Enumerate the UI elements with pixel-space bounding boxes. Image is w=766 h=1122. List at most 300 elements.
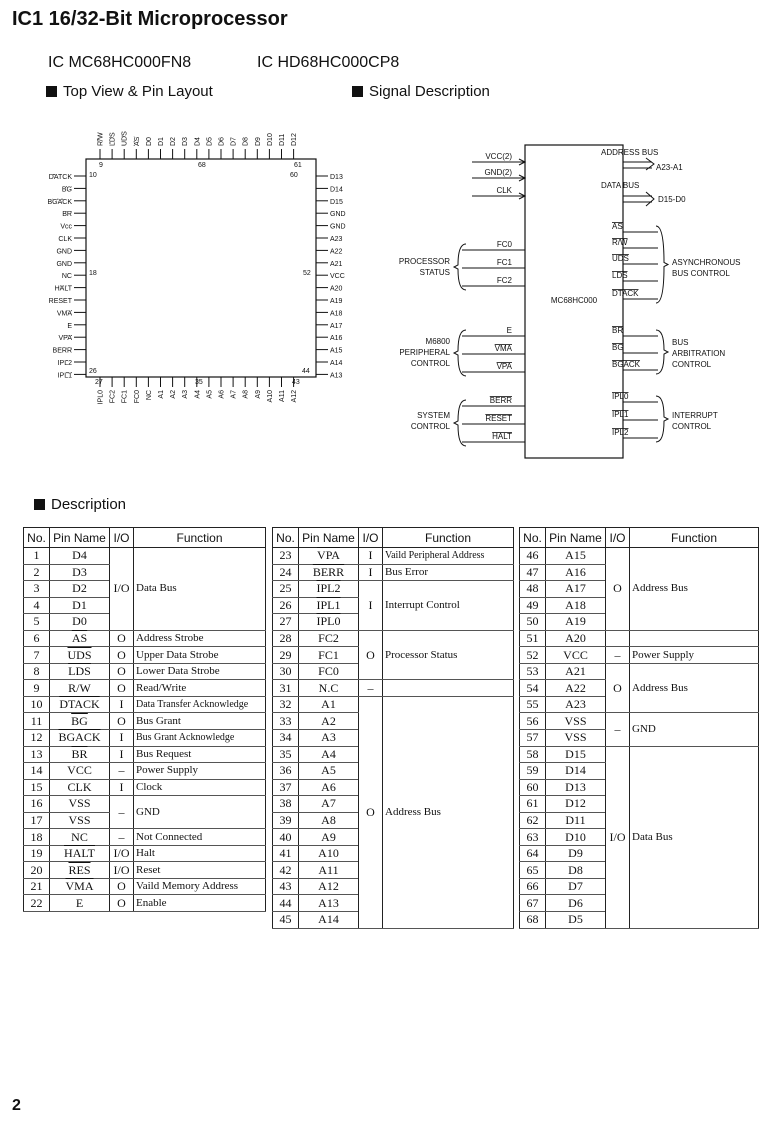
pin-io: I [359,548,383,565]
pin-number: 18 [24,829,50,846]
pin-io: O [359,630,383,680]
bottom-pin-label: A2 [170,390,178,399]
right-pin-label: D14 [330,186,343,194]
pin-number: 28 [273,630,299,647]
pin-number: 20 [24,862,50,879]
signal-pin-label: FC1 [496,258,512,267]
table-row [24,548,266,565]
pin-function: Data Bus [630,746,759,928]
table-row [24,862,266,879]
pin-number: 30 [273,663,299,680]
column-header: No. [520,528,546,548]
pin-io: I [359,581,383,631]
signal-pin-label: HALT [492,432,512,441]
left-pin-label: VMA [56,310,72,318]
pin-io: I [110,696,134,713]
pin-io: – [110,796,134,829]
top-pin-label: D8 [242,137,250,146]
table-row [24,763,266,780]
pin-number: 65 [520,862,546,879]
data-range-label: D15-D0 [658,195,686,204]
square-bullet-icon [352,86,363,97]
top-pin-label: D7 [230,137,238,146]
pin-io: O [110,878,134,895]
pin-number: 5 [24,614,50,631]
pin-io: I/O [110,845,134,862]
pin-io: – [606,713,630,746]
pin-number: 29 [273,647,299,664]
top-pin-label: D0 [145,137,153,146]
input-label: CLK [496,186,512,195]
right-pin-label: VCC [330,273,345,281]
pin-name: BGACK [50,730,110,747]
pin-name: $\overline{AS}$ [50,630,110,647]
pin-number: 21 [24,878,50,895]
signal-pin-label: E [506,326,512,335]
pin-number: 15 [24,779,50,796]
pin-io: I/O [606,746,630,928]
pin-number-marker: 9 [99,162,103,169]
section-signal-label: Signal Description [369,83,490,100]
pin-number: 24 [273,564,299,581]
section-signal [352,83,490,100]
table-row [273,581,514,598]
pin-name: A10 [299,845,359,862]
pin-number: 61 [520,796,546,813]
pin-name: $\overline{VPA}$ [299,548,359,565]
signal-pin-label: BR [612,326,624,335]
pin-number-marker: 43 [292,379,300,386]
pin-number-marker: 52 [303,270,311,277]
table-row [24,730,266,747]
pin-name: $\overline{UDS}$ [50,647,110,664]
section-top-view-label: Top View & Pin Layout [63,83,213,100]
pin-name: R/W [50,680,110,697]
pin-number: 23 [273,548,299,565]
pin-name: A11 [299,862,359,879]
signal-pin-label: RESET [485,414,512,423]
top-pin-label: D6 [218,137,226,146]
column-header: No. [273,528,299,548]
bottom-pin-label: A5 [206,390,214,399]
table-row [24,779,266,796]
pin-function: Lower Data Strobe [134,663,266,680]
pin-number: 68 [520,912,546,929]
bottom-pin-label: A4 [194,390,202,399]
signal-pin-label: IPL1 [612,410,629,419]
group-label: PERIPHERAL [399,348,450,357]
right-pin-label: A15 [330,347,343,355]
pin-name: $\overline{LDS}$ [50,663,110,680]
pin-name: D14 [546,763,606,780]
pin-name: A21 [546,663,606,680]
pin-name: A18 [546,597,606,614]
pin-number: 8 [24,663,50,680]
right-pin-label: A13 [330,372,343,380]
pin-function: Data Bus [134,548,266,631]
pin-number: 56 [520,713,546,730]
pin-io: O [110,647,134,664]
left-pin-label: Vcc [60,223,72,231]
table-row [24,895,266,912]
top-pin-label: UDS [121,131,129,146]
pin-io: I/O [110,862,134,879]
pin-name: VSS [546,730,606,747]
pin-name: $\overline{RES}$ [50,862,110,879]
pin-name: A23 [546,696,606,713]
pin-number: 32 [273,696,299,713]
ic-name-2: IC HD68HC000CP8 [257,54,400,71]
bottom-pin-label: A11 [279,390,286,402]
right-pin-label: A18 [330,310,343,318]
pin-number-marker: 68 [198,162,206,169]
pin-name: VCC [50,763,110,780]
pin-table-1 [23,527,266,912]
brace-icon [454,244,466,290]
pin-number: 12 [24,730,50,747]
pin-number: 49 [520,597,546,614]
page-number: 2 [12,1097,21,1114]
pin-number: 27 [273,614,299,631]
left-pin-label: E [67,322,72,330]
brace-icon [454,330,466,376]
pin-name: N.C [299,680,359,697]
pin-number: 46 [520,548,546,565]
pin-name: A8 [299,812,359,829]
pin-name: A15 [546,548,606,565]
column-header: Pin Name [50,528,110,548]
left-pin-label: GND [56,260,72,268]
section-top-view [46,83,213,100]
pin-number: 51 [520,630,546,647]
address-range-label: A23-A1 [656,163,683,172]
pin-name: VSS [50,796,110,813]
pin-number: 2 [24,564,50,581]
left-pin-label: BG [61,186,72,194]
top-pin-label: AS [133,136,141,146]
pin-function: Power Supply [630,647,759,664]
pin-name: IPL2 [299,581,359,598]
pin-io: I [110,779,134,796]
signal-pin-label: IPL0 [612,392,629,401]
pin-number-marker: 10 [89,172,97,179]
column-header: Function [383,528,514,548]
pin-io: O [359,696,383,928]
left-pin-label: BERR [52,347,72,355]
signal-pin-label: BG [612,343,624,352]
bottom-pin-label: A8 [242,390,250,399]
pin-table-2 [272,527,514,929]
right-pin-label: GND [330,223,346,231]
pin-function: Vaild Memory Address [134,878,266,895]
top-pin-label: D12 [291,133,299,146]
section-description [34,496,126,513]
table-row [520,647,759,664]
signal-pin-label: R/W [612,238,628,247]
pin-number: 52 [520,647,546,664]
pin-number: 4 [24,597,50,614]
pin-function: Bus Error [383,564,514,581]
table-row [520,746,759,763]
pin-number: 39 [273,812,299,829]
group-label: CONTROL [410,422,450,431]
pin-io: O [110,663,134,680]
pin-number: 1 [24,548,50,565]
pin-function: Upper Data Strobe [134,647,266,664]
section-description-label: Description [51,496,127,513]
group-label: M6800 [425,337,450,346]
bottom-pin-label: A3 [182,390,190,399]
group-label: SYSTEM [417,411,450,420]
input-label: VCC(2) [485,152,512,161]
bottom-pin-label: A12 [291,390,299,403]
right-pin-label: A19 [330,298,343,305]
pin-number: 54 [520,680,546,697]
square-bullet-icon [46,86,57,97]
signal-pin-label: FC0 [496,240,512,249]
group-label: STATUS [419,268,450,277]
left-pin-label: NC [61,273,72,281]
pin-name: $\overline{BR}$ [50,746,110,763]
group-label: PROCESSOR [398,257,450,266]
pin-number: 16 [24,796,50,813]
pin-number: 33 [273,713,299,730]
pin-name: NC [50,829,110,846]
pin-number: 57 [520,730,546,747]
pin-number: 10 [24,696,50,713]
pin-number: 7 [24,647,50,664]
pin-number: 63 [520,829,546,846]
table-row [24,746,266,763]
pin-io: – [606,647,630,664]
pin-name: A20 [546,630,606,647]
right-pin-label: D15 [330,198,343,206]
pin-function: Address Bus [630,663,759,713]
pin-io: O [606,548,630,631]
pin-number: 47 [520,564,546,581]
pin-number: 37 [273,779,299,796]
signal-pin-label: IPL2 [612,428,629,437]
bus-arrow-icon [646,192,654,206]
pin-function: Read/Write [134,680,266,697]
pin-io: – [110,763,134,780]
pin-number-marker: 35 [195,379,203,386]
top-pin-label: D5 [206,137,214,146]
pin-function: Data Transfer Acknowledge [134,696,266,713]
pin-name: D4 [50,548,110,565]
table-row [273,548,514,565]
pin-function: Processor Status [383,630,514,680]
pin-io: – [110,829,134,846]
top-pin-label: LDS [109,132,117,146]
pin-name: D2 [50,581,110,598]
left-pin-label: IPL2 [57,360,72,367]
bottom-pin-label: A1 [158,390,165,399]
pin-function: Not Connected [134,829,266,846]
pin-number-marker: 27 [95,379,103,386]
pin-number: 17 [24,812,50,829]
pin-layout-diagram [20,110,360,410]
pin-number: 40 [273,829,299,846]
group-label: BUS [672,338,689,347]
left-pin-label: DATCK [48,174,72,181]
left-pin-label: IPL1 [57,372,72,380]
bottom-pin-label: FC1 [121,390,129,404]
pin-io: O [110,895,134,912]
pin-number-marker: 61 [294,162,302,169]
right-pin-label: A23 [330,236,343,243]
pin-number: 58 [520,746,546,763]
bottom-pin-label: A9 [254,390,262,399]
pin-name: D6 [546,895,606,912]
pin-io: I [110,730,134,747]
pin-name: HALT [50,845,110,862]
pin-function: Address Bus [383,696,514,928]
table-row [24,630,266,647]
bottom-pin-label: NC [145,390,153,401]
right-pin-label: A20 [330,285,343,293]
pin-number: 6 [24,630,50,647]
pin-io: I/O [110,548,134,631]
group-label: BUS CONTROL [672,269,730,278]
group-label: CONTROL [672,422,712,431]
right-pin-label: A14 [330,360,343,367]
top-pin-label: D9 [254,137,262,146]
pin-name: DTACK [50,696,110,713]
pin-name: A9 [299,829,359,846]
signal-pin-label: BGACK [612,360,641,369]
pin-number: 36 [273,763,299,780]
signal-pin-label: LDS [612,271,628,280]
pin-function: GND [630,713,759,746]
pin-function [383,680,514,697]
pin-name: D3 [50,564,110,581]
top-pin-label: D3 [182,137,190,146]
signal-pin-label: VPA [496,362,512,371]
pin-table-3 [519,527,759,929]
brace-icon [454,400,466,446]
pin-number-marker: 44 [302,368,310,375]
pin-name: A14 [299,912,359,929]
bottom-pin-label: A7 [230,390,238,399]
pin-function: Bus Grant Acknowledge [134,730,266,747]
pin-number: 11 [24,713,50,730]
group-label: ARBITRATION [672,349,726,358]
pin-name: VSS [50,812,110,829]
pin-function: Clock [134,779,266,796]
left-pin-label: CLK [58,236,72,243]
pin-number: 43 [273,878,299,895]
group-label: INTERRUPT [672,411,718,420]
pin-name: D11 [546,812,606,829]
top-pin-label: D4 [194,137,202,146]
column-header: I/O [606,528,630,548]
chip-package-outline [86,159,316,377]
table-row [520,630,759,647]
pin-number: 48 [520,581,546,598]
data-bus-label: DATA BUS [601,181,640,190]
pin-number: 26 [273,597,299,614]
pin-number: 44 [273,895,299,912]
bottom-pin-label: A10 [266,390,274,403]
pin-function: Bus Grant [134,713,266,730]
pin-layer [47,131,345,405]
column-header: No. [24,528,50,548]
pin-function: Halt [134,845,266,862]
pin-number: 34 [273,730,299,747]
pin-name: A12 [299,878,359,895]
brace-icon [656,396,668,442]
pin-number: 9 [24,680,50,697]
signal-pin-label: AS [612,222,623,231]
left-pin-label: RESET [48,298,72,305]
pin-name: A22 [546,680,606,697]
bottom-pin-label: IPL0 [97,390,105,405]
table-row [24,796,266,813]
group-label: CONTROL [672,360,712,369]
top-pin-label: D1 [158,137,165,146]
pin-number: 31 [273,680,299,697]
signal-pin-label: VMA [494,344,512,353]
table-row [273,630,514,647]
pin-io: – [359,680,383,697]
pin-number: 50 [520,614,546,631]
left-pin-label: BGACK [47,198,72,206]
signal-diagram [380,140,766,470]
pin-number: 59 [520,763,546,780]
brace-icon [656,330,668,374]
pin-name: D13 [546,779,606,796]
pin-name: A1 [299,696,359,713]
pin-number: 13 [24,746,50,763]
pin-function [630,630,759,647]
right-pin-label: GND [330,211,346,219]
pin-number: 3 [24,581,50,598]
pin-name: A2 [299,713,359,730]
column-header: Pin Name [546,528,606,548]
pin-name: A3 [299,730,359,747]
pin-function: Bus Request [134,746,266,763]
pin-name: D10 [546,829,606,846]
right-pin-label: D13 [330,174,343,181]
pin-io: O [110,630,134,647]
pin-name: A7 [299,796,359,813]
pin-io: O [110,713,134,730]
top-pin-label: D10 [266,133,274,146]
chip-name-label: MC68HC000 [550,296,598,305]
pin-name: A16 [546,564,606,581]
pin-number: 35 [273,746,299,763]
left-pin-label: HALT [54,285,72,293]
pin-function: Interrupt Control [383,581,514,631]
pin-name: $\overline{BG}$ [50,713,110,730]
left-pin-label: BR [62,211,72,219]
pin-number: 64 [520,845,546,862]
pin-name: BERR [299,564,359,581]
pin-name: FC2 [299,630,359,647]
pin-number-marker: 60 [290,172,298,179]
group-label: CONTROL [410,359,450,368]
pin-io: I [359,564,383,581]
pin-function: Enable [134,895,266,912]
pin-number-marker: 18 [89,270,97,277]
column-header: Function [134,528,266,548]
pin-number: 45 [273,912,299,929]
left-pin-label: VPA [58,335,72,343]
pin-name: D5 [546,912,606,929]
pin-name: IPL1 [299,597,359,614]
column-header: I/O [110,528,134,548]
